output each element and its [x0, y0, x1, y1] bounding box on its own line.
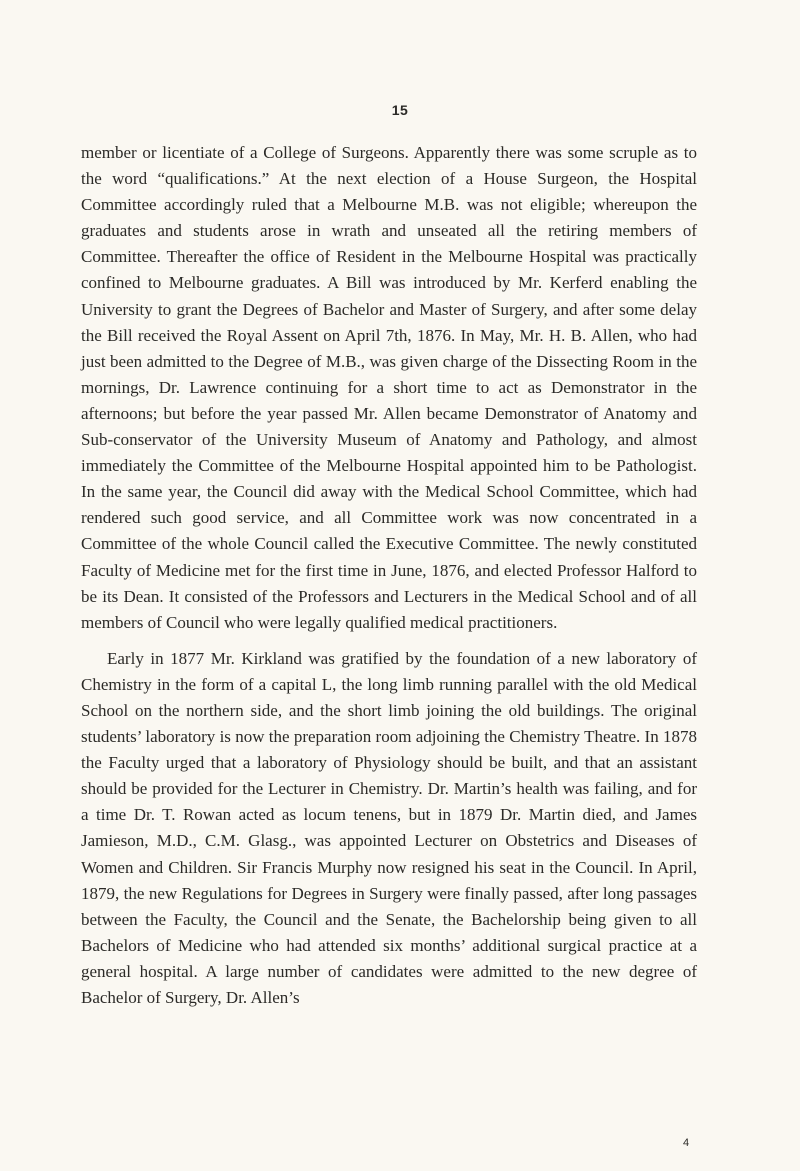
signature-mark: 4 — [683, 1137, 690, 1149]
paragraph-chemistry-laboratory: Early in 1877 Mr. Kirkland was gratified by the foundation of a new laboratory of Chemistry in the form of a capital L, the long limb running parallel with the old Medical School on the northern side, and the short limb joining the old buildings. The original students’ laboratory is now the preparation room adjoining the Chemistry Theatre. In 1878 the Faculty urged that a laboratory of Physiology should be built, and that an assistant should be provided for the Lecturer in Chemistry. Dr. Martin’s health was failing, and for a time Dr. T. Rowan acted as locum tenens, but in 1879 Dr. Martin died, and James Jamieson, M.D., C.M. Glasg., was appointed Lecturer on Obstetrics and Diseases of Women and Children. Sir Francis Murphy now resigned his seat in the Council. In April, 1879, the new Regulations for Degrees in Surgery were finally passed, after long passages between the Faculty, the Council and the Senate, the Bachelorship being given to all Bachelors of Medicine who had attended six months’ additional surgical practice at a general hospital. A large number of candidates were admitted to the new degree of Bachelor of Surgery, Dr. Allen’s — [81, 648, 697, 1007]
body-text — [81, 140, 697, 1011]
paragraph-continued: member or licentiate of a College of Surgeons. Apparently there was some scruple as to the word “qualifications.” At the next election of a House Surgeon, the Hospital Committee accordingly ruled that a Melbourne M.B. was not eligible; whereupon the graduates and students arose in wrath and unseated all the retiring members of Committee. Thereafter the office of Resident in the Melbourne Hospital was practically confined to Melbourne graduates. A Bill was introduced by Mr. Kerferd enabling the University to grant the Degrees of Bachelor and Master of Surgery, and after some delay the Bill received the Royal Assent on April 7th, 1876. In May, Mr. H. B. Allen, who had just been admitted to the Degree of M.B., was given charge of the Dissecting Room in the mornings, Dr. Lawrence continuing for a short time to act as Demonstrator in the afternoons; but before the year passed Mr. Allen became Demonstrator of Anatomy and Sub-conservator of the University Museum of Anatomy and Pathology, and almost immediately the Committee of the Melbourne Hospital appointed him to be Pathologist. In the same year, the Council did away with the Medical School Committee, which had rendered such good service, and all Committee work was now concentrated in a Committee of the whole Council called the Executive Committee. The newly constituted Faculty of Medicine met for the first time in June, 1876, and elected Professor Halford to be its Dean. It consisted of the Professors and Lecturers in the Medical School and of all members of Council who were legally qualified medical practitioners. — [81, 143, 697, 632]
page-number: 15 — [391, 102, 409, 118]
